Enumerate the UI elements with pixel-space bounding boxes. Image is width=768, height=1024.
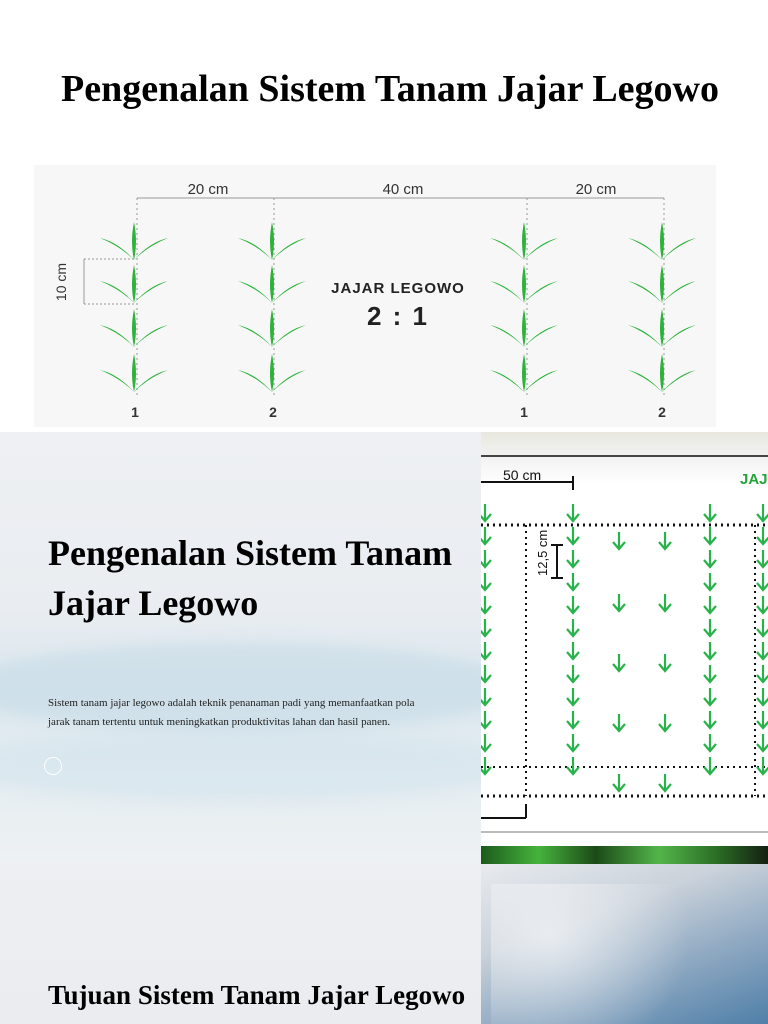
rice-plant-icon — [238, 222, 306, 260]
center-ratio: 2 : 1 — [366, 301, 430, 331]
seedling-arrow-icon — [704, 642, 716, 659]
seedling-arrow-icon — [481, 757, 491, 774]
seedling-arrows — [481, 504, 768, 791]
planting-layout-svg — [481, 432, 768, 846]
rice-plant-icon — [628, 222, 696, 260]
slide-1 — [0, 0, 768, 432]
seedling-arrow-icon — [704, 504, 716, 521]
seedling-arrow-icon — [757, 527, 768, 544]
seedling-arrow-icon — [567, 596, 579, 613]
seedling-arrow-icon — [704, 688, 716, 705]
corner-label: JAJ — [740, 471, 768, 488]
row-number-3: 1 — [520, 404, 528, 420]
seedling-arrow-icon — [567, 527, 579, 544]
seedling-arrow-icon — [704, 550, 716, 567]
seedling-arrow-icon — [659, 714, 671, 731]
seedling-arrow-icon — [704, 619, 716, 636]
seedling-arrow-icon — [659, 654, 671, 671]
seedling-arrow-icon — [704, 711, 716, 728]
seedling-arrow-icon — [481, 642, 491, 659]
seedling-arrow-icon — [481, 665, 491, 682]
rice-plant-icon — [100, 354, 168, 392]
seedling-arrow-icon — [481, 711, 491, 728]
seedling-arrow-icon — [704, 527, 716, 544]
seedling-arrow-icon — [613, 594, 625, 611]
seedling-arrow-icon — [567, 757, 579, 774]
seedling-arrow-icon — [567, 504, 579, 521]
seedling-arrow-icon — [613, 654, 625, 671]
seedling-arrow-icon — [659, 532, 671, 549]
seedling-arrow-icon — [704, 757, 716, 774]
seedling-arrow-icon — [757, 642, 768, 659]
planting-layout-photo — [481, 432, 768, 864]
seedling-arrow-icon — [659, 774, 671, 791]
seedling-arrow-icon — [481, 573, 491, 590]
seedling-arrow-icon — [567, 665, 579, 682]
seedling-arrow-icon — [704, 596, 716, 613]
slide-3 — [0, 864, 768, 1024]
seedling-arrow-icon — [481, 596, 491, 613]
seedling-arrow-icon — [613, 714, 625, 731]
seedling-arrow-icon — [567, 688, 579, 705]
dimension-label-1: 20 cm — [187, 181, 229, 198]
dimension-label-3: 20 cm — [575, 181, 617, 198]
green-strip — [481, 846, 768, 864]
rice-plant-icon — [628, 354, 696, 392]
seedling-arrow-icon — [757, 596, 768, 613]
rice-plant-icon — [238, 354, 306, 392]
seedling-arrow-icon — [481, 688, 491, 705]
rice-plant-icon — [490, 265, 558, 303]
seedling-arrow-icon — [757, 573, 768, 590]
seedling-arrow-icon — [567, 642, 579, 659]
row-number-4: 2 — [658, 404, 666, 420]
side-dimension-label: 10 cm — [53, 262, 69, 302]
seedling-arrow-icon — [704, 573, 716, 590]
rice-plant-icon — [238, 309, 306, 347]
seedling-arrow-icon — [613, 774, 625, 791]
seedling-arrow-icon — [757, 550, 768, 567]
slide-2-background — [0, 432, 481, 864]
rice-plant-icon — [490, 354, 558, 392]
seedling-arrow-icon — [757, 757, 768, 774]
seedling-arrow-icon — [481, 619, 491, 636]
dimension-label-2: 40 cm — [382, 181, 424, 198]
seedling-arrow-icon — [481, 527, 491, 544]
jajar-legowo-diagram-svg — [34, 165, 716, 427]
seedling-arrow-icon — [659, 594, 671, 611]
seedling-arrow-icon — [757, 619, 768, 636]
slide-2-body: Sistem tanam jajar legowo adalah teknik penanaman padi yang memanfaatkan pola jarak tanam tertentu untuk meningkatkan produktivitas lahan dan hasil panen. — [48, 697, 415, 728]
slide-2-title: Pengenalan Sistem Tanam Jajar Legowo — [48, 533, 453, 623]
rice-plant-icon — [100, 309, 168, 347]
jajar-legowo-diagram — [34, 165, 716, 427]
row-number-1: 1 — [131, 404, 139, 420]
seedling-arrow-icon — [757, 711, 768, 728]
seedling-arrow-icon — [757, 688, 768, 705]
seedling-arrow-icon — [613, 532, 625, 549]
rice-plant-icon — [490, 309, 558, 347]
seedling-arrow-icon — [567, 711, 579, 728]
slide-3-title: Tujuan Sistem Tanam Jajar Legowo — [48, 980, 466, 1010]
slide-3-photo — [481, 864, 768, 1024]
seedling-arrow-icon — [481, 734, 491, 751]
dimension-12-5cm: 12,5 cm — [535, 529, 550, 576]
seedling-arrow-icon — [757, 665, 768, 682]
slide-1-title: Pengenalan Sistem Tanam Jajar Legowo — [60, 68, 719, 110]
seedling-arrow-icon — [567, 573, 579, 590]
rice-plant-icon — [490, 222, 558, 260]
rice-plant-icon — [100, 265, 168, 303]
seedling-arrow-icon — [481, 550, 491, 567]
seedling-arrow-icon — [757, 734, 768, 751]
rice-plant-icon — [238, 265, 306, 303]
seedling-arrow-icon — [567, 550, 579, 567]
row-number-2: 2 — [269, 404, 277, 420]
rice-plant-icon — [100, 222, 168, 260]
seedling-arrow-icon — [567, 619, 579, 636]
rice-plant-icon — [628, 309, 696, 347]
dimension-50cm: 50 cm — [503, 467, 542, 483]
seedling-arrow-icon — [704, 734, 716, 751]
seedling-arrow-icon — [757, 504, 768, 521]
slide-2 — [0, 432, 768, 864]
seedling-arrow-icon — [567, 734, 579, 751]
seedling-arrow-icon — [704, 665, 716, 682]
center-title: JAJAR LEGOWO — [331, 280, 465, 297]
seedling-arrow-icon — [481, 504, 491, 521]
decorative-circle — [44, 757, 62, 775]
rice-plant-icon — [628, 265, 696, 303]
